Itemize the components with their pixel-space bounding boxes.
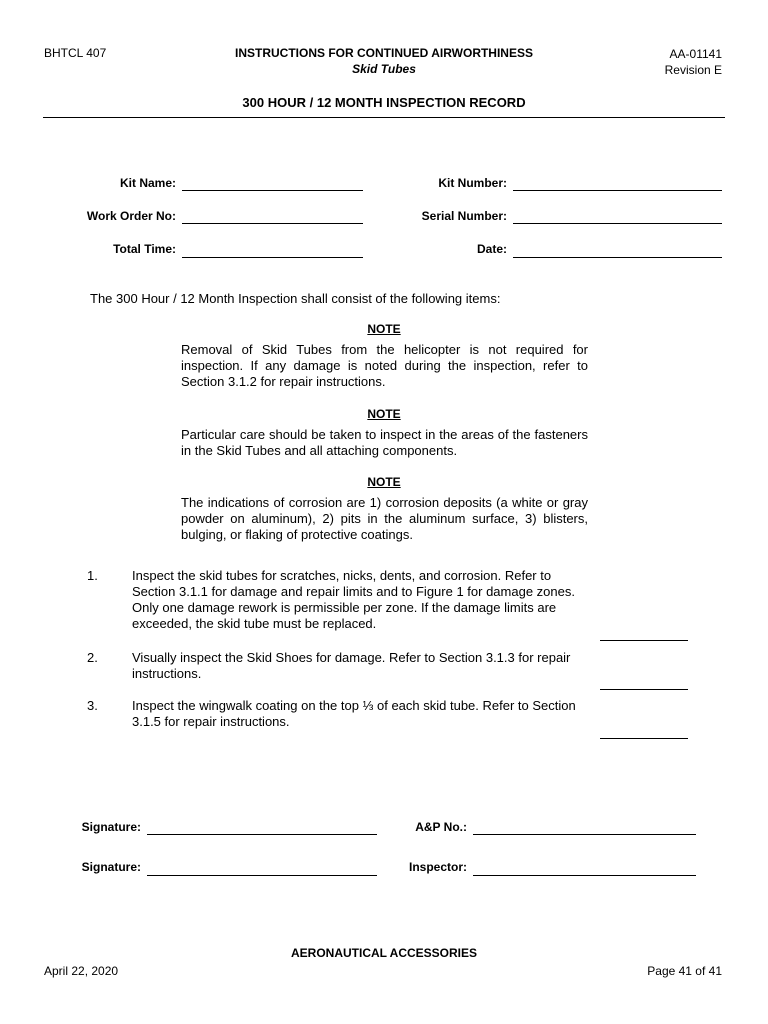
item-number: 1. bbox=[87, 568, 98, 583]
item-number: 3. bbox=[87, 698, 98, 713]
document-title: INSTRUCTIONS FOR CONTINUED AIRWORTHINESS bbox=[234, 46, 533, 60]
note-heading: NOTE bbox=[367, 475, 401, 489]
kit-number-field[interactable] bbox=[513, 190, 722, 191]
item-check-line[interactable] bbox=[600, 689, 688, 690]
footer-date: April 22, 2020 bbox=[44, 964, 119, 978]
record-title: 300 HOUR / 12 MONTH INSPECTION RECORD bbox=[242, 95, 526, 110]
header-right bbox=[665, 46, 722, 78]
document-number: AA-01141 bbox=[669, 47, 722, 61]
total-time-field[interactable] bbox=[182, 257, 363, 258]
date-label: Date: bbox=[476, 242, 507, 256]
ap-number-label: A&P No.: bbox=[415, 820, 467, 834]
footer-company: AERONAUTICAL ACCESSORIES bbox=[290, 946, 478, 960]
item-text: Inspect the wingwalk coating on the top ⅓ of each skid tube. Refer to Section 3.1.5 for repair instructions. bbox=[132, 698, 576, 729]
item-check-line[interactable] bbox=[600, 640, 688, 641]
kit-name-field[interactable] bbox=[182, 190, 363, 191]
inspector-field[interactable] bbox=[473, 875, 696, 876]
ap-number-field[interactable] bbox=[473, 834, 696, 835]
document-subtitle: Skid Tubes bbox=[352, 62, 416, 76]
item-number: 2. bbox=[87, 650, 98, 665]
kit-name-label: Kit Name: bbox=[119, 176, 176, 190]
page-number: Page 41 of 41 bbox=[647, 964, 722, 978]
note-text: Removal of Skid Tubes from the helicopter is not required for inspection. If any damage is noted during the inspection, refer to Section 3.1.2 for repair instructions. bbox=[181, 342, 588, 389]
signature-field[interactable] bbox=[147, 875, 377, 876]
header-center bbox=[0, 46, 768, 76]
note-heading: NOTE bbox=[367, 322, 401, 336]
work-order-label: Work Order No: bbox=[86, 209, 176, 223]
item-text: Visually inspect the Skid Shoes for damage. Refer to Section 3.1.3 for repair instructions. bbox=[132, 650, 571, 681]
intro-text: The 300 Hour / 12 Month Inspection shall consist of the following items: bbox=[90, 291, 501, 306]
kit-number-label: Kit Number: bbox=[438, 176, 507, 190]
note-text: The indications of corrosion are 1) corrosion deposits (a white or gray powder on aluminum), 2) pits in the aluminum surface, 3) blisters, bulging, or flaking of protective coatings. bbox=[181, 495, 588, 542]
item-text: Inspect the skid tubes for scratches, nicks, dents, and corrosion. Refer to Section 3.1.1 for damage and repair limits and to Figure 1 for damage zones. Only one damage rework is permissible per zone. If the damage limits are exceeded, the skid tube must be replaced. bbox=[132, 568, 575, 631]
item-check-line[interactable] bbox=[600, 738, 688, 739]
inspector-label: Inspector: bbox=[408, 860, 467, 874]
revision-label: Revision E bbox=[664, 63, 722, 77]
note-heading: NOTE bbox=[367, 407, 401, 421]
date-field[interactable] bbox=[513, 257, 722, 258]
header-divider bbox=[43, 117, 725, 118]
serial-number-label: Serial Number: bbox=[421, 209, 507, 223]
work-order-field[interactable] bbox=[182, 223, 363, 224]
signature-label: Signature: bbox=[81, 820, 141, 834]
signature-field[interactable] bbox=[147, 834, 377, 835]
serial-number-field[interactable] bbox=[513, 223, 722, 224]
signature-label: Signature: bbox=[81, 860, 141, 874]
total-time-label: Total Time: bbox=[113, 242, 176, 256]
document-id: BHTCL 407 bbox=[44, 46, 107, 60]
note-text: Particular care should be taken to inspect in the areas of the fasteners in the Skid Tubes and all attaching components. bbox=[181, 427, 588, 458]
